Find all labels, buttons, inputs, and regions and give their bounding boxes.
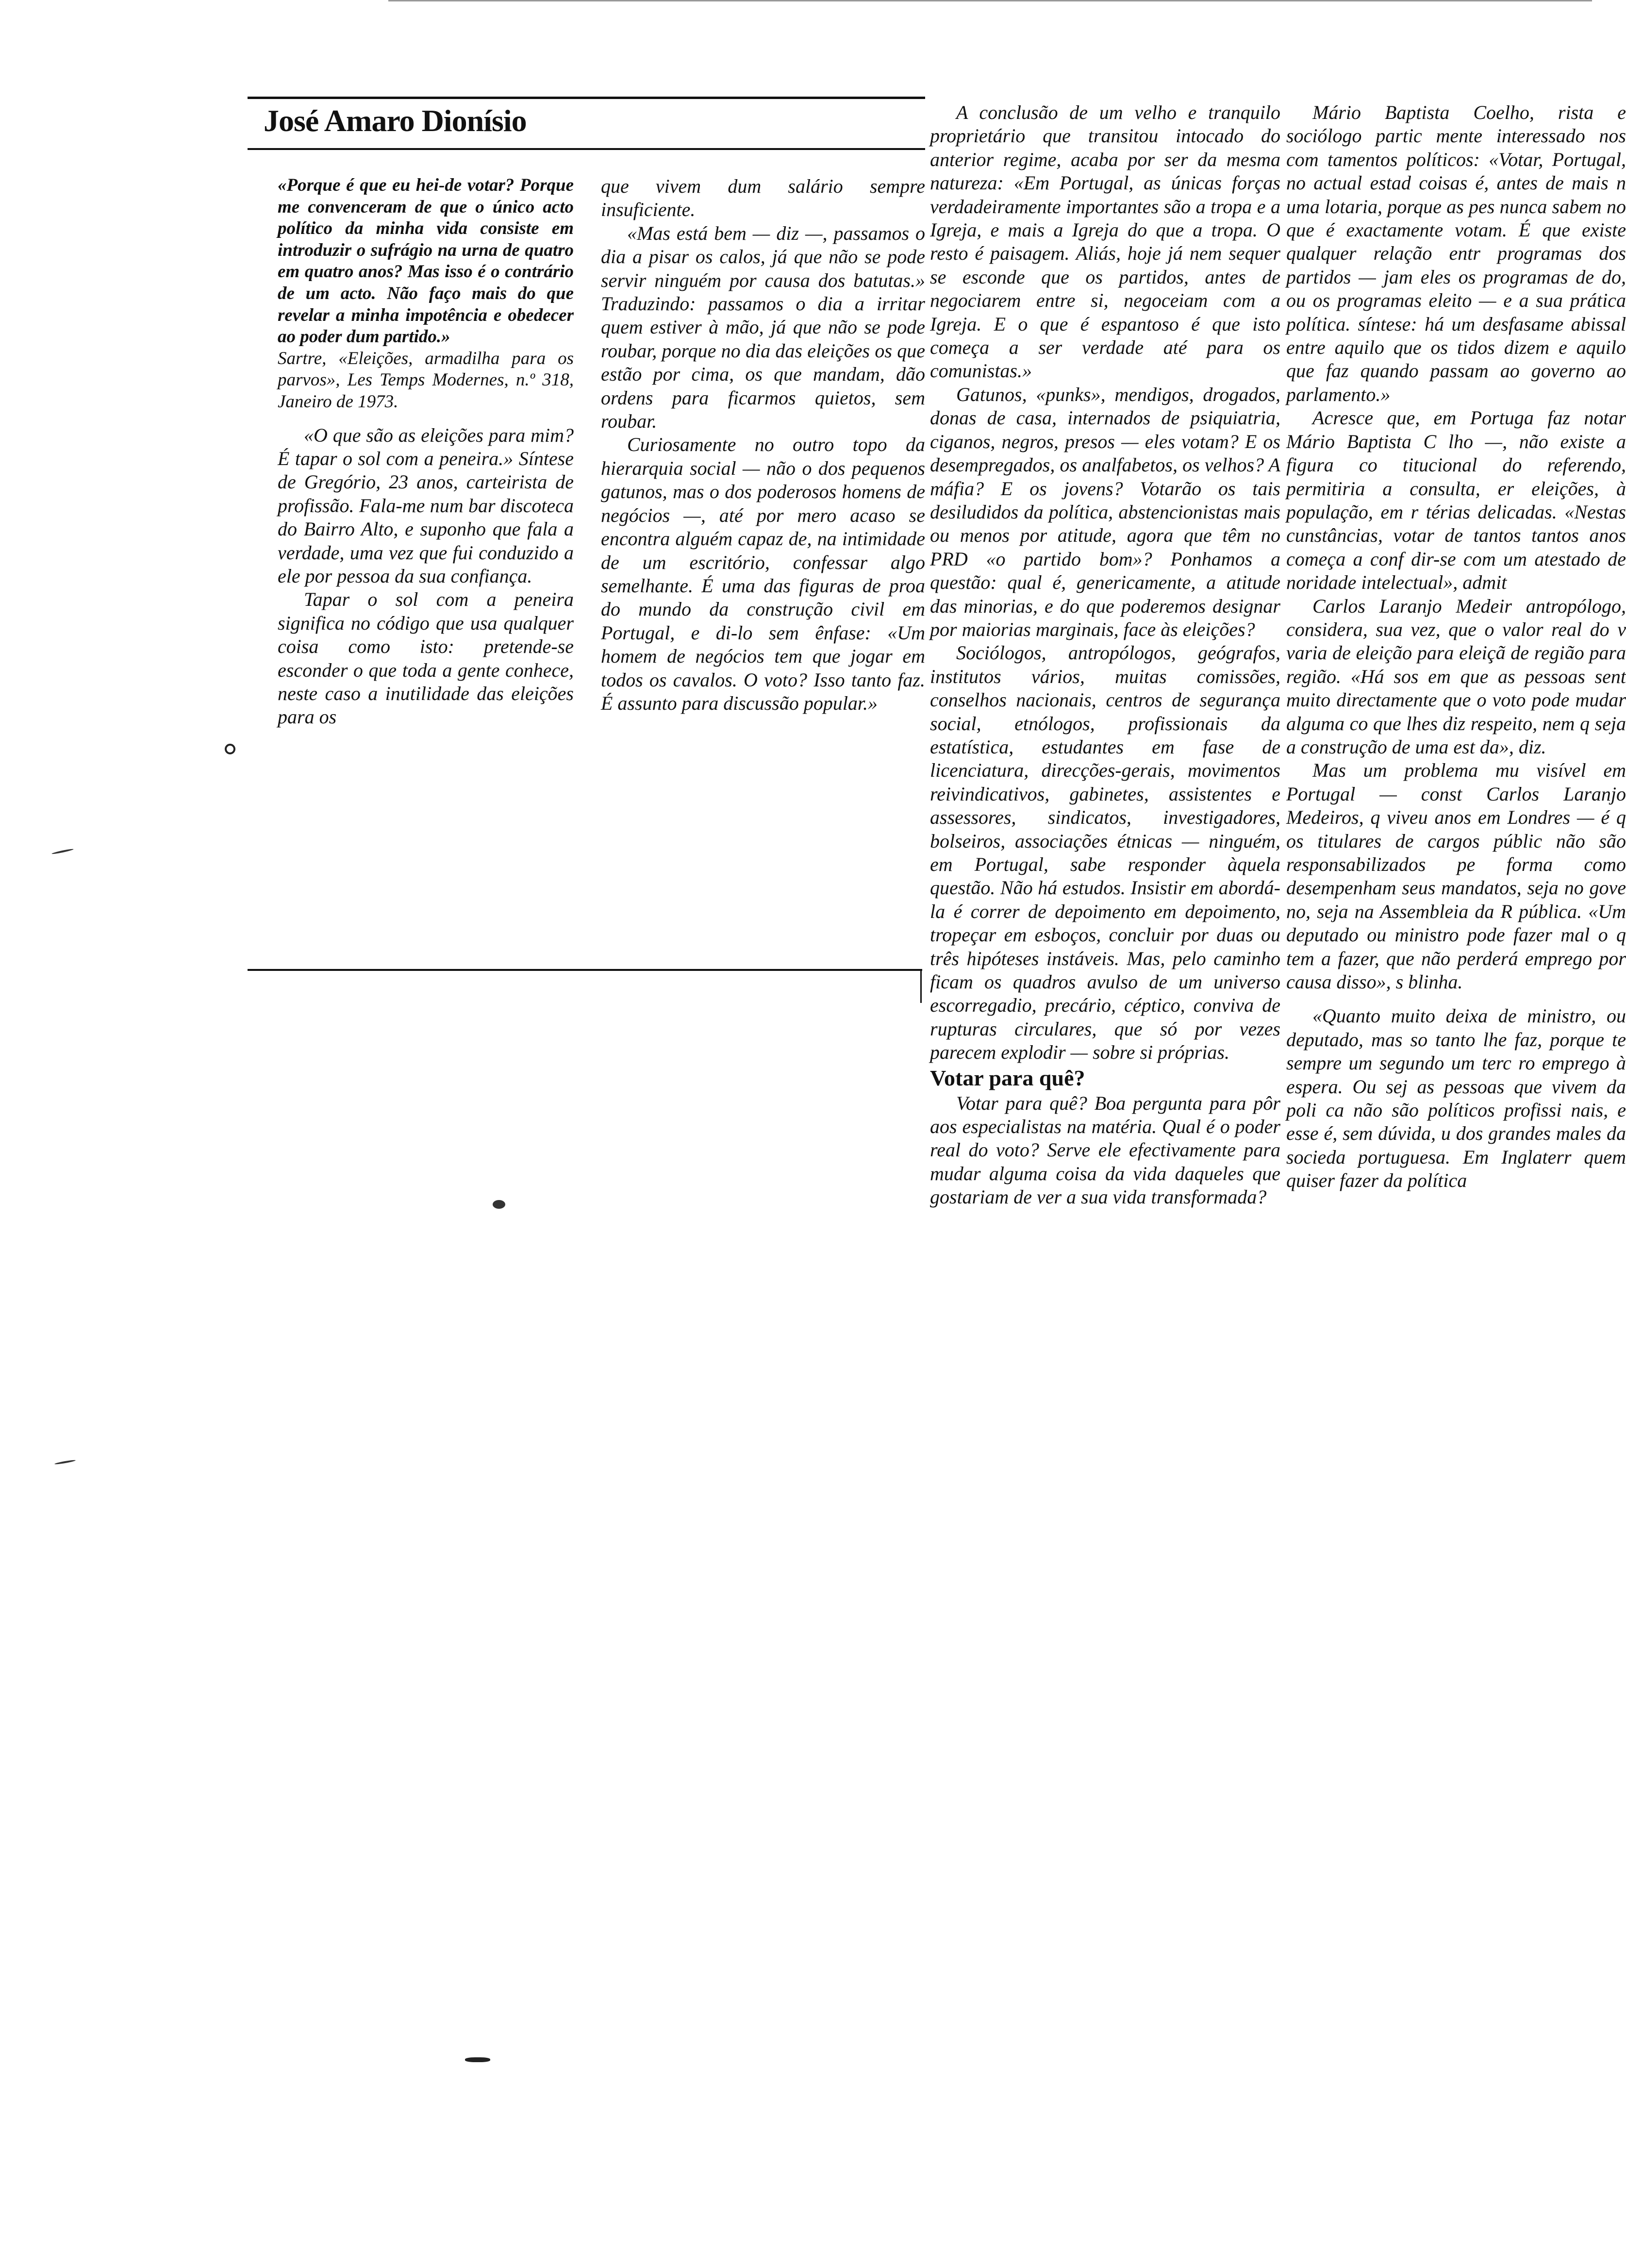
paragraph: Acresce que, em Portuga faz notar Mário Baptista C lho —, não existe a figura co titucional do referendo, permitiria a consulta, er eleições, à população, em r térias delicadas. «Nestas cunstâncias, votar de tantos tantos anos começa a conf dir-se com um atestado de noridade intelectual», admit [1286,407,1626,594]
column-1 [278,175,574,729]
header-rule-top [248,97,925,99]
paragraph: que vivem dum salário sempre insuficiente. [601,175,925,221]
margin-mark [51,848,74,854]
paragraph: «Mas está bem — diz —, passamos o dia a pisar os calos, já que não se pode servir ninguém por causa dos batutas.» Traduzindo: passamos o dia a irritar quem estiver à mão, já que não se pode roubar, porque no dia das eleições os que estão por cima, os que mandam, dão ordens para ficarmos quietos, sem roubar. [601,222,925,433]
paragraph: Sociólogos, antropólogos, geógrafos, institutos vários, muitas comissões, conselhos nacionais, centros de segurança social, etnólogos, profissionais da estatística, estudantes em fase de licenciatura, direcções-gerais, movimentos reivindicativos, gabinetes, assistentes e assessores, sindicatos, investigadores, bolseiros, associações étnicas — ninguém, em Portugal, sabe responder àquela questão. Não há estudos. Insistir em abordá-la é correr de depoimento em depoimento, tropeçar em esboços, concluir por duas ou três hipóteses instáveis. Mas, pelo caminho ficam os quadros avulso de um universo escorregadio, precário, céptico, conviva de rupturas circulares, que só por vezes parecem explodir — sobre si próprias. [930,642,1280,1064]
column-3 [930,101,1280,1209]
paragraph: Tapar o sol com a peneira significa no código que usa qualquer coisa como isto: pretende-se esconder o que toda a gente conhece, neste caso a inutilidade das eleições para os [278,588,574,728]
paragraph: «Quanto muito deixa de ministro, ou deputado, mas so tanto lhe faz, porque te sempre um segundo um terc ro emprego à espera. Ou sej as pessoas que vivem da poli ca não são políticos profissi nais, e esse é, sem dúvida, u dos grandes males da socieda portuguesa. Em Inglaterr quem quiser fazer da política [1286,1005,1626,1192]
paragraph: A conclusão de um velho e tranquilo proprietário que transitou intocado do anterior regime, acaba por ser da mesma natureza: «Em Portugal, as únicas forças verdadeiramente importantes são a tropa e a Igreja, e mais a Igreja do que a tropa. O resto é paisagem. Aliás, hoje já nem sequer se esconde que os partidos, antes de negociarem entre si, negoceiam com a Igreja. E o que é espantoso é que isto começa a ser verdade até para os comunistas.» [930,101,1280,382]
ink-smudge [225,744,235,754]
paragraph: Carlos Laranjo Medeir antropólogo, considera, sua vez, que o valor real do v varia de eleição para eleiçã de região para região. «Há sos em que as pessoas sent muito directamente que o voto pode mudar alguma co que lhes diz respeito, nem q seja a construção de uma est da», diz. [1286,595,1626,758]
ink-smudge [493,1200,505,1209]
paragraph: Mário Baptista Coelho, rista e sociólogo partic mente interessado nos com tamentos políticos: «Votar, Portugal, no actual estad coisas é, antes de mais n uma lotaria, porque as pes nunca sabem no que é exactamente votam. É que existe qualquer relação entr programas dos partidos — jam eles os programas de do, ou os programas eleito — e a sua prática política. síntese: há um desfasame abissal entre aquilo que os tidos dizem e aquilo que faz quando passam ao governo ao parlamento.» [1286,101,1626,405]
top-edge-line [388,0,1592,1]
paragraph: Votar para quê? Boa pergunta para pôr aos especialistas na matéria. Qual é o poder real do voto? Serve ele efectivamente para mudar alguma coisa da vida daqueles que gostariam de ver a sua vida transformada? [930,1092,1280,1208]
epigraph-quote: «Porque é que eu hei-de votar? Porque me convenceram de que o único acto político da minha vida consiste em introduzir o sufrágio na urna de quatro em quatro anos? Mas isso é o contrário de um acto. Não faço mais do que revelar a minha impotência e obedecer ao poder dum partido.» [278,175,574,347]
margin-mark [54,1459,76,1465]
column-2 [601,175,925,715]
subheading: Votar para quê? [930,1065,1085,1090]
column-4 [1286,101,1626,1392]
ink-smudge [465,2057,490,2062]
author-byline: José Amaro Dionísio [264,103,527,138]
paragraph: «O que são as eleições para mim? É tapar o sol com a peneira.» Síntese de Gregório, 23 anos, carteirista de profissão. Fala-me num bar discoteca do Bairro Alto, e suponho que fala a verdade, uma vez que fui conduzido a ele por pessoa da sua confiança. [278,424,574,587]
paragraph: Gatunos, «punks», mendigos, drogados, donas de casa, internados de psiquiatria, ciganos, negros, presos — eles votam? E os desempregados, os analfabetos, os velhos? A máfia? E os jovens? Votarão os tais desiludidos da política, abstencionistas mais ou menos por atitude, agora que têm no PRD «o partido bom»? Ponhamos a questão: qual é, genericamente, a atitude das minorias, e do que poderemos designar por maiorias marginais, face às eleições? [930,383,1280,640]
paragraph: Curiosamente no outro topo da hierarquia social — não o dos pequenos gatunos, mas o dos poderosos homens de negócios —, até por mero acaso se encontra alguém capaz de, na intimidade de um escritório, confessar algo semelhante. É uma das figuras de proa do mundo da construção civil em Portugal, e di-lo sem ênfase: «Um homem de negócios tem que jogar em todos os cavalos. O voto? Isso tanto faz. É assunto para discussão popular.» [601,434,925,714]
section-rule [248,969,922,971]
header-rule-bottom [248,148,925,150]
section-rule-tick [920,969,922,1003]
epigraph-source: Sartre, «Eleições, armadilha para os parvos», Les Temps Modernes, n.º 318, Janeiro de 1973. [278,348,574,412]
paragraph: Mas um problema mu visível em Portugal — const Carlos Laranjo Medeiros, q viveu anos em Londres — é q os titulares de cargos públic não são responsabilizados pe forma como desempenham seus mandatos, seja no gove no, seja na Assembleia da R pública. «Um deputado ou ministro pode fazer mal o q tem a fazer, que não perderá emprego por causa disso», s blinha. [1286,759,1626,993]
